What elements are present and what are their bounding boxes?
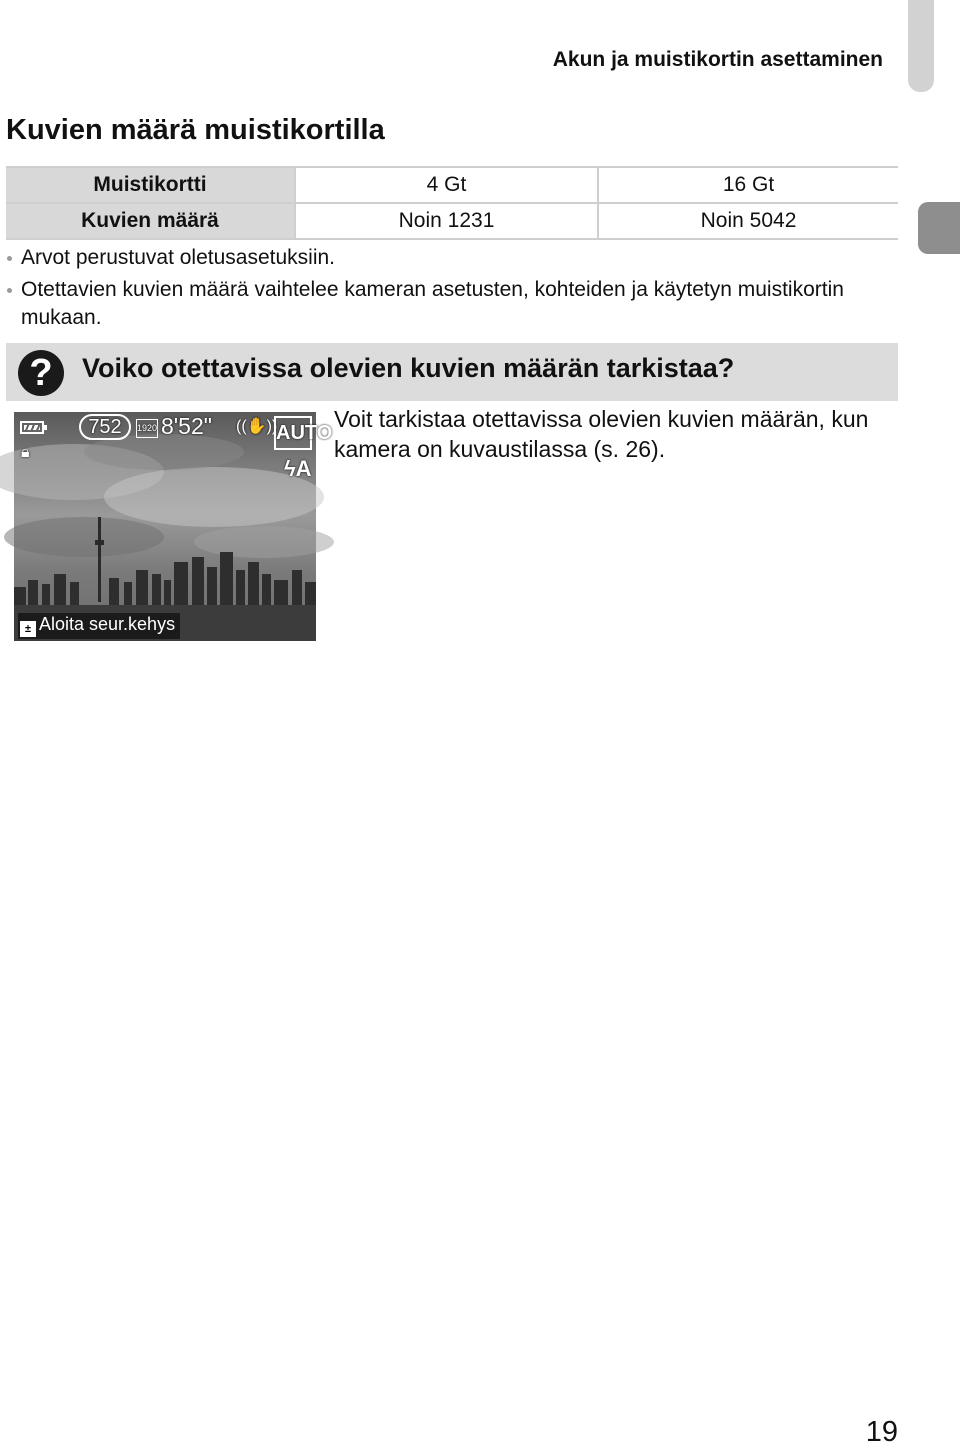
running-header: Akun ja muistikortin asettaminen bbox=[552, 48, 883, 71]
table-row bbox=[6, 167, 898, 203]
faq-question: Voiko otettavissa olevien kuvien määrän tarkistaa? bbox=[82, 353, 735, 383]
chapter-tab-top bbox=[908, 0, 934, 92]
faq-answer: Voit tarkistaa otettavissa olevien kuvien määrän, kun kamera on kuvaustilassa (s. 26). bbox=[334, 406, 869, 462]
page-title: Kuvien määrä muistikortilla bbox=[6, 114, 385, 146]
chapter-tab-side bbox=[918, 202, 960, 254]
table-cell: 16 Gt bbox=[598, 167, 898, 203]
shot-count: 752 bbox=[79, 414, 131, 440]
table-cell: Noin 1231 bbox=[295, 203, 598, 239]
skyline-photo bbox=[14, 412, 316, 641]
camera-screen-image bbox=[14, 412, 333, 641]
battery-icon bbox=[20, 421, 44, 434]
shooting-mode-badge: AUTO bbox=[274, 416, 312, 450]
list-item: Otettavien kuvien määrä vaihtelee kameran asetusten, kohteiden ja käytetyn muistikortin mukaan. bbox=[6, 276, 856, 332]
table-cell: 4 Gt bbox=[295, 167, 598, 203]
screen-hint bbox=[18, 613, 180, 639]
image-stabilizer-icon: ((✋)) bbox=[236, 418, 278, 435]
recording-time: 8'52" bbox=[161, 413, 212, 439]
movie-resolution-icon: 1920 bbox=[136, 419, 158, 438]
flash-icon: ϟA bbox=[284, 456, 312, 481]
faq-bar bbox=[6, 343, 898, 401]
screen-hint-text: Aloita seur.kehys bbox=[39, 614, 176, 634]
question-mark-icon: ? bbox=[18, 350, 64, 396]
capacity-table bbox=[6, 166, 898, 240]
exposure-compensation-icon: ± bbox=[20, 621, 36, 637]
table-cell: Noin 5042 bbox=[598, 203, 898, 239]
lock-icon: 🔒︎ bbox=[21, 444, 30, 461]
table-row bbox=[6, 203, 898, 239]
notes-list bbox=[6, 244, 856, 336]
table-row-label: Muistikortti bbox=[6, 167, 295, 203]
page-number: 19 bbox=[865, 1416, 898, 1448]
table-row-label: Kuvien määrä bbox=[6, 203, 295, 239]
list-item: Arvot perustuvat oletusasetuksiin. bbox=[6, 244, 856, 272]
